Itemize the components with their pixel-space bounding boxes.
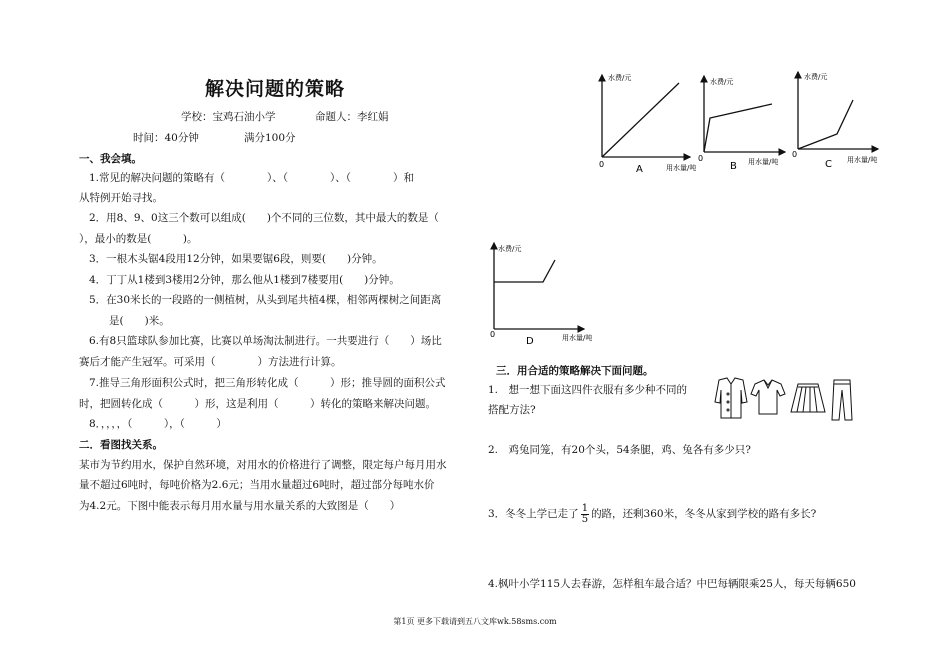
- s3-q3-before: 3．冬冬上学已走了: [488, 508, 579, 520]
- graph-d-ylabel: 水费/元: [498, 245, 522, 253]
- q8: 8．，，，，（ ），（ ）: [89, 418, 227, 430]
- page-title: 解决问题的策略: [205, 78, 346, 100]
- s3-q1-line1: 1. 想一想下面这四件衣服有多少种不同的: [488, 384, 688, 396]
- fraction-numerator: 1: [581, 502, 589, 514]
- s3-q2: 2. 鸡兔同笼，有20个头，54条腿，鸡、兔各有多少只?: [488, 444, 751, 456]
- graph-b-label: B: [730, 161, 737, 172]
- graph-b-origin: 0: [698, 154, 704, 163]
- q1-line1: 1.常见的解决问题的策略有（ ）、（ ）、（ ）和: [89, 172, 415, 184]
- jacket-icon: [715, 378, 747, 418]
- s3-q3: [488, 502, 816, 526]
- q2-line2: ），最小的数是( )。: [79, 233, 198, 245]
- section2-line1: 某市为节约用水，保护自然环境，对用水的价格进行了调整，限定每户每月用水: [79, 459, 447, 471]
- graph-d: [490, 243, 592, 347]
- graph-a-ylabel: 水费/元: [608, 74, 632, 82]
- time-info: 时间：40分钟: [133, 132, 199, 144]
- graph-c: [792, 72, 878, 170]
- author-info: 命题人：李红娟: [315, 111, 389, 123]
- graph-c-label: C: [825, 159, 832, 170]
- graph-b-xlabel: 用水量/吨: [748, 158, 779, 166]
- q1-line2: 从特例开始寻找。: [79, 192, 163, 204]
- graph-b-ylabel: 水费/元: [710, 78, 734, 86]
- graph-b-line: [704, 104, 772, 152]
- water-graphs: [480, 60, 900, 360]
- q7-line1: 7.推导三角形面积公式时，把三角形转化成（ ）形；推导圆的面积公式: [89, 377, 446, 389]
- q3: 3．一根木头锯4段用12分钟，如果要锯6段，则要( )分钟。: [89, 253, 383, 265]
- shirt-icon: [751, 380, 785, 414]
- graph-d-origin: 0: [490, 330, 496, 339]
- graph-c-origin: 0: [792, 150, 798, 159]
- section1-heading: 一、我会填。: [79, 153, 142, 165]
- graph-a-xlabel: 用水量/吨: [666, 164, 697, 172]
- section2-line2: 量不超过6吨时，每吨价格为2.6元；当用水量超过6吨时，超过部分每吨水价: [79, 479, 435, 491]
- pants-icon: [832, 380, 852, 420]
- graph-d-label: D: [526, 336, 534, 347]
- school-info: 学校：宝鸡石油小学: [181, 111, 276, 123]
- graph-c-ylabel: 水费/元: [804, 73, 828, 81]
- q4: 4．丁丁从1楼到3楼用2分钟，那么他从1楼到7楼要用( )分钟。: [89, 274, 400, 286]
- fraction-one-fifth: [581, 504, 589, 525]
- q7-line2: 时，把圆转化成（ ）形，这是利用（ ）转化的策略来解决问题。: [79, 398, 436, 410]
- q2-line1: 2．用8、9、0这三个数可以组成( )个不同的三位数，其中最大的数是（: [89, 212, 439, 224]
- graph-b: [698, 76, 785, 172]
- section2-line3: 为4.2元。下图中能表示每月用水量与用水量关系的大致图是（ ）: [79, 500, 401, 512]
- q6-line2: 赛后才能产生冠军。可采用（ ）方法进行计算。: [79, 356, 342, 368]
- graph-a-label: A: [636, 164, 643, 175]
- section3-heading: 三．用合适的策略解决下面问题。: [496, 365, 654, 377]
- graph-d-xlabel: 用水量/吨: [562, 334, 593, 342]
- graph-c-xlabel: 用水量/吨: [847, 156, 878, 164]
- s3-q4: 4.枫叶小学115人去春游，怎样租车最合适？中巴每辆限乘25人，每天每辆650: [488, 578, 856, 590]
- graph-a: [599, 73, 696, 175]
- q5-line2: 是( )米。: [109, 315, 170, 327]
- graph-c-line: [798, 100, 853, 149]
- s3-q3-after: 的路，还剩360米，冬冬从家到学校的路有多长?: [591, 508, 817, 520]
- clothing-icons: [710, 376, 860, 422]
- q5-line1: 5．在30米长的一段路的一侧植树，从头到尾共植4棵，相邻两棵树之间距离: [89, 294, 442, 306]
- fraction-denominator: 5: [581, 513, 589, 525]
- score-info: 满分100分: [244, 132, 296, 144]
- s3-q1-line2: 搭配方法?: [488, 404, 536, 416]
- skirt-icon: [791, 384, 825, 412]
- section2-heading: 二．看图找关系。: [79, 439, 163, 451]
- graph-a-line: [602, 83, 679, 157]
- graph-a-origin: 0: [599, 160, 605, 169]
- graph-d-line: [494, 260, 555, 282]
- q6-line1: 6.有8只篮球队参加比赛，比赛以单场淘汰制进行。一共要进行（ ）场比: [89, 335, 442, 347]
- page-footer: 第1页 更多下载请到五八文库wk.58sms.com: [393, 617, 557, 626]
